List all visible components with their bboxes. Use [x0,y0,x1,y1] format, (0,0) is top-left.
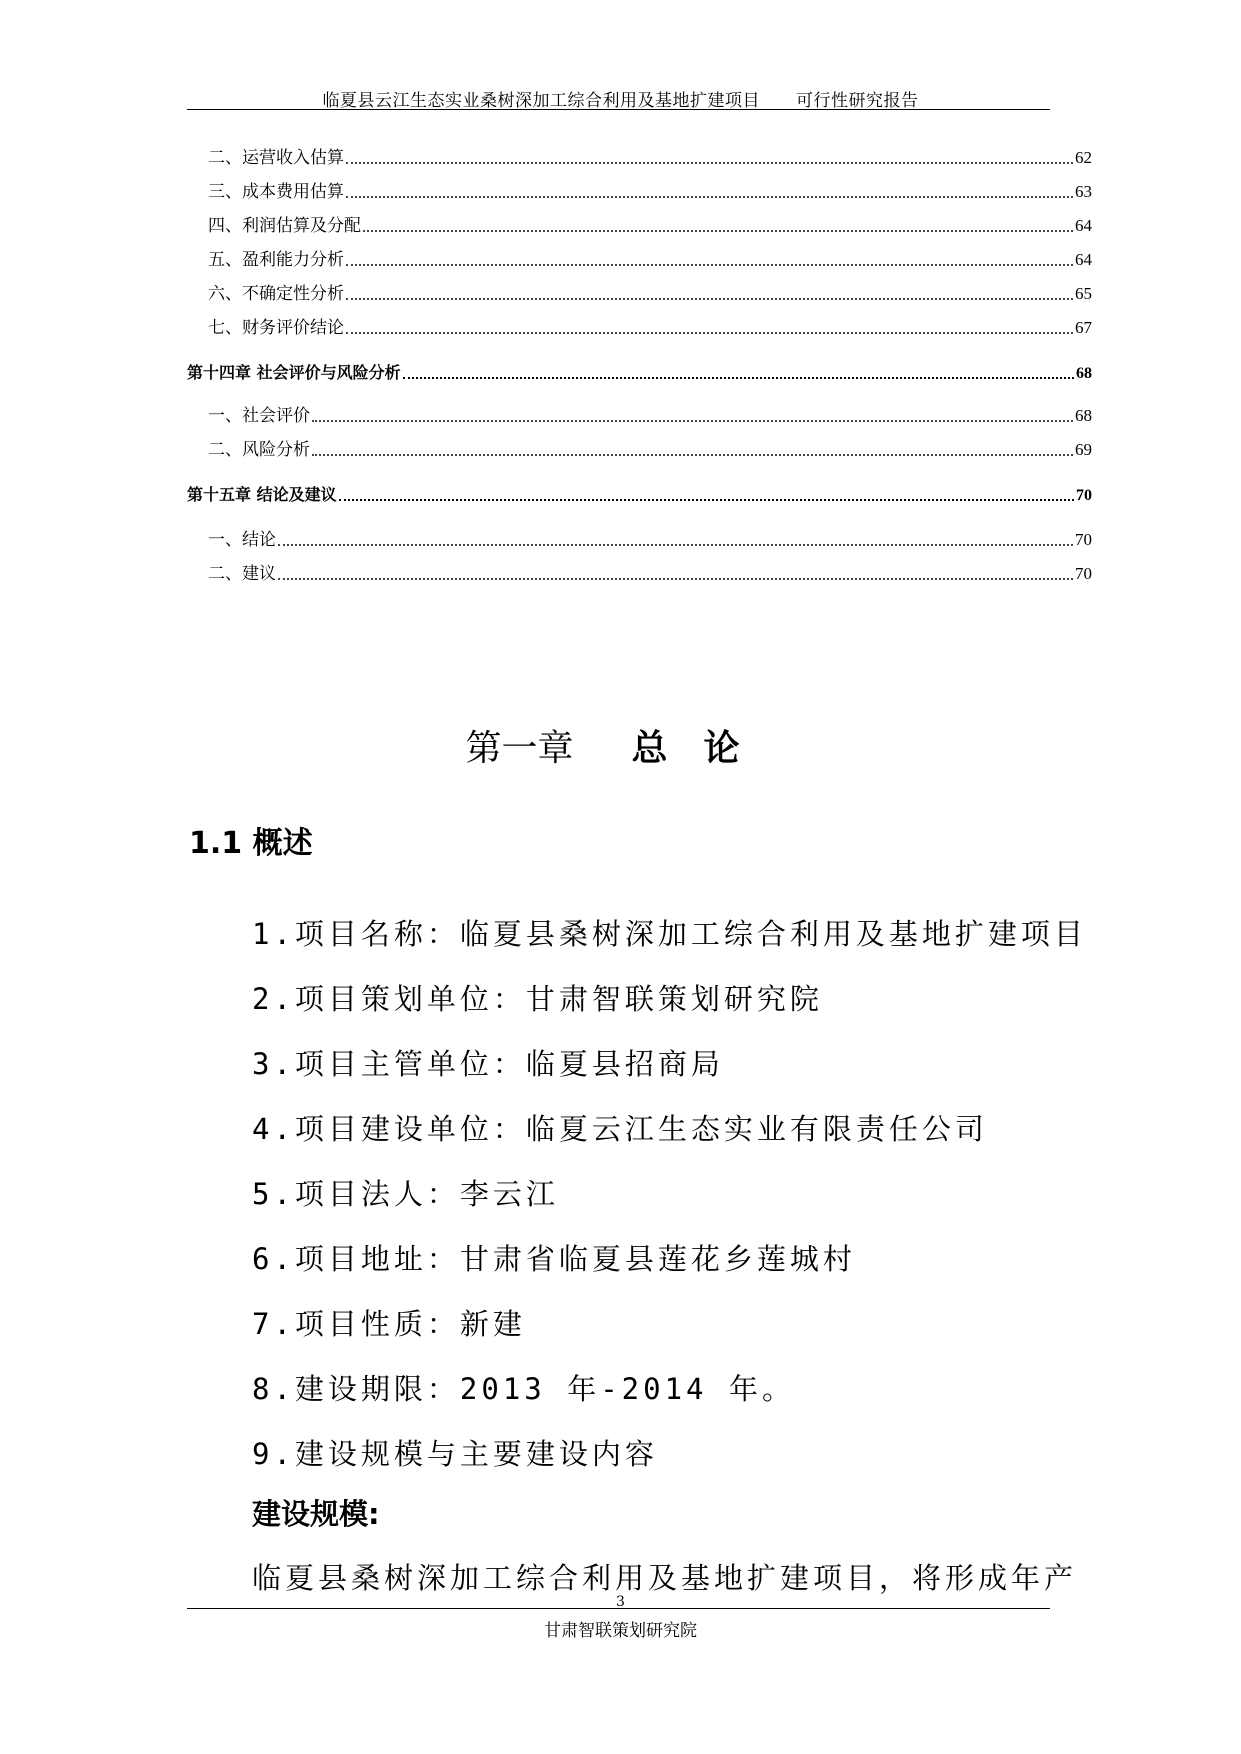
toc-entry[interactable] [187,280,1092,304]
toc-label: 一、结论 [208,530,276,550]
section-heading: 1.1 概述 [189,826,313,861]
overview-item: 4.项目建设单位：临夏云江生态实业有限责任公司 [252,1112,988,1146]
chapter-name: 总论 [631,728,776,769]
toc-entry[interactable] [187,402,1092,426]
toc-page: 68 [1076,365,1092,382]
toc-page: 65 [1075,284,1092,303]
toc-entry[interactable] [187,560,1092,584]
toc-entry[interactable] [187,212,1092,236]
overview-item: 3.项目主管单位：临夏县招商局 [252,1047,724,1081]
toc-leader [278,544,1073,546]
toc-leader [339,499,1074,501]
overview-item: 9.建设规模与主要建设内容 [252,1437,658,1471]
toc-leader [312,454,1073,456]
toc-label: 第十四章 社会评价与风险分析 [187,363,401,382]
toc-page: 62 [1075,148,1092,167]
toc-entry[interactable] [187,314,1092,338]
toc-page: 70 [1075,564,1092,583]
overview-item: 1.项目名称：临夏县桑树深加工综合利用及基地扩建项目 [252,917,1087,951]
toc-label: 三、成本费用估算 [208,182,344,202]
footer-org: 甘肃智联策划研究院 [544,1621,697,1641]
toc-leader [346,264,1073,266]
toc-leader [363,230,1073,232]
toc-entry[interactable] [187,144,1092,168]
overview-item: 7.项目性质：新建 [252,1307,526,1341]
subheading: 建设规模: [252,1497,380,1531]
toc-page: 64 [1075,216,1092,235]
toc-leader [346,162,1073,164]
toc-label: 六、不确定性分析 [208,284,344,304]
overview-item: 8.建设期限：2013 年-2014 年。 [252,1372,795,1406]
toc-leader [403,377,1074,379]
toc-leader [346,196,1073,198]
toc-page: 63 [1075,182,1092,201]
toc-page: 68 [1075,406,1092,425]
toc-entry[interactable] [187,178,1092,202]
toc-label: 一、社会评价 [208,406,310,426]
toc-leader [278,578,1073,580]
body-paragraph: 临夏县桑树深加工综合利用及基地扩建项目，将形成年产 [252,1561,1078,1595]
chapter-number: 第一章 [465,728,574,769]
toc-label: 第十五章 结论及建议 [187,485,337,504]
toc-page: 64 [1075,250,1092,269]
toc-page: 70 [1075,530,1092,549]
toc-label: 二、风险分析 [208,440,310,460]
toc-label: 四、利润估算及分配 [208,216,361,236]
toc-label: 七、财务评价结论 [208,318,344,338]
chapter-heading [0,720,1241,771]
toc-page: 67 [1075,318,1092,337]
toc-entry[interactable] [187,526,1092,550]
toc-page: 70 [1076,487,1092,504]
header-title: 临夏县云江生态实业桑树深加工综合利用及基地扩建项目 [322,91,760,111]
toc-chapter-entry[interactable] [187,481,1092,505]
toc-entry[interactable] [187,436,1092,460]
toc-entry[interactable] [187,246,1092,270]
header-rule [187,109,1050,110]
toc-leader [346,298,1073,300]
overview-item: 6.项目地址：甘肃省临夏县莲花乡莲城村 [252,1242,856,1276]
toc-page: 69 [1075,440,1092,459]
header-subtitle: 可行性研究报告 [796,91,919,111]
footer-rule [187,1608,1050,1609]
page-number: 3 [616,1594,625,1610]
toc-label: 五、盈利能力分析 [208,250,344,270]
toc-leader [312,420,1073,422]
running-header [0,86,1241,111]
toc-chapter-entry[interactable] [187,359,1092,383]
overview-item: 5.项目法人：李云江 [252,1177,559,1211]
overview-item: 2.项目策划单位：甘肃智联策划研究院 [252,982,823,1016]
toc-label: 二、运营收入估算 [208,148,344,168]
toc-leader [346,332,1073,334]
toc-label: 二、建议 [208,564,276,584]
